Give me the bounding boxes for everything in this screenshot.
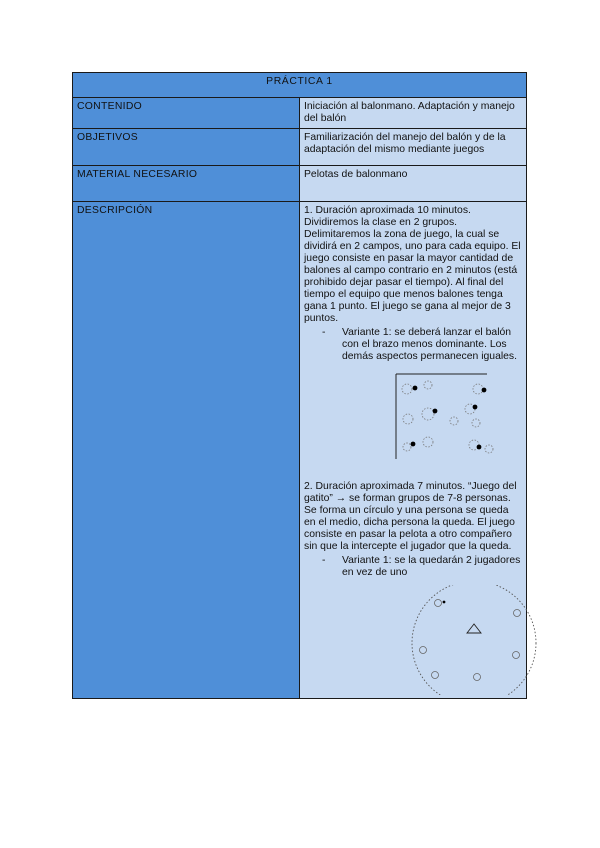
variant-text: Variante 1: se la quedarán 2 jugadores en vez de uno xyxy=(342,555,521,578)
practice-table xyxy=(72,72,527,699)
player-icon xyxy=(485,445,493,453)
ball-icon xyxy=(482,388,487,393)
player-icon xyxy=(474,674,481,681)
player-icon xyxy=(514,610,521,617)
player-icon xyxy=(450,417,458,425)
activity-1-text: 1. Duración aproximada 10 minutos. Dividiremos la clase en 2 grupos. Delimitaremos la zona de juego, la cual se dividirá en 2 campos, uno para cada equipo. El juego consiste en pasar la mayor cantidad de balones al campo contrario en 2 minutos (está prohibido dejar pasar el tiempo). Al final del tiempo el equipo que menos balones tenga gana 1 punto. El juego se gana al mejor de 3 puntos. xyxy=(304,205,521,324)
ball-icon xyxy=(443,601,446,604)
player-icon xyxy=(423,437,433,447)
activity-2-text: 2. Duración aproximada 7 minutos. “Juego del gatito” → se forman grupos de 7-8 personas. Se forma un círculo y una persona se queda en el medio, dicha persona la queda. El juego consiste en pasar la pelota a otro compañero sin que la intercepte el jugador que la queda. xyxy=(304,481,517,552)
label-objetivos: OBJETIVOS xyxy=(73,129,300,166)
ball-icon xyxy=(477,445,482,450)
ball-icon xyxy=(413,386,418,391)
center-player-triangle-icon xyxy=(467,624,481,633)
row-material xyxy=(73,166,527,202)
label-descripcion: DESCRIPCIÓN xyxy=(73,202,300,699)
activity-2-variant xyxy=(304,555,522,579)
value-contenido: Iniciación al balonmano. Adaptación y manejo del balón xyxy=(300,98,527,129)
label-contenido: CONTENIDO xyxy=(73,98,300,129)
player-icon xyxy=(473,384,483,394)
variant-dash: - xyxy=(322,555,326,566)
player-icon xyxy=(422,408,434,420)
value-objetivos: Familiarización del manejo del balón y de la adaptación del mismo mediante juegos xyxy=(300,129,527,166)
label-material: MATERIAL NECESARIO xyxy=(73,166,300,202)
circle-game-diagram xyxy=(304,585,580,695)
variant-dash: - xyxy=(322,327,326,338)
row-objetivos xyxy=(73,129,527,166)
player-icon xyxy=(432,672,439,679)
player-icon xyxy=(435,600,442,607)
ball-icon xyxy=(473,405,478,410)
player-icon xyxy=(513,652,520,659)
row-contenido xyxy=(73,98,527,129)
row-descripcion xyxy=(73,202,527,699)
player-icon xyxy=(420,647,427,654)
practice-title: PRÁCTICA 1 xyxy=(73,73,527,98)
player-icon xyxy=(402,384,412,394)
player-icon xyxy=(403,414,413,424)
player-icon xyxy=(424,381,432,389)
player-icon xyxy=(472,419,480,427)
value-descripcion xyxy=(300,202,527,699)
ball-icon xyxy=(433,409,438,414)
value-material: Pelotas de balonmano xyxy=(300,166,527,202)
ball-icon xyxy=(411,442,416,447)
player-icon xyxy=(403,443,411,451)
variant-text: Variante 1: se deberá lanzar el balón con el brazo menos dominante. Los demás aspectos permanecen iguales. xyxy=(342,327,518,362)
field-diagram xyxy=(304,369,580,469)
activity-1-variant xyxy=(304,327,522,363)
